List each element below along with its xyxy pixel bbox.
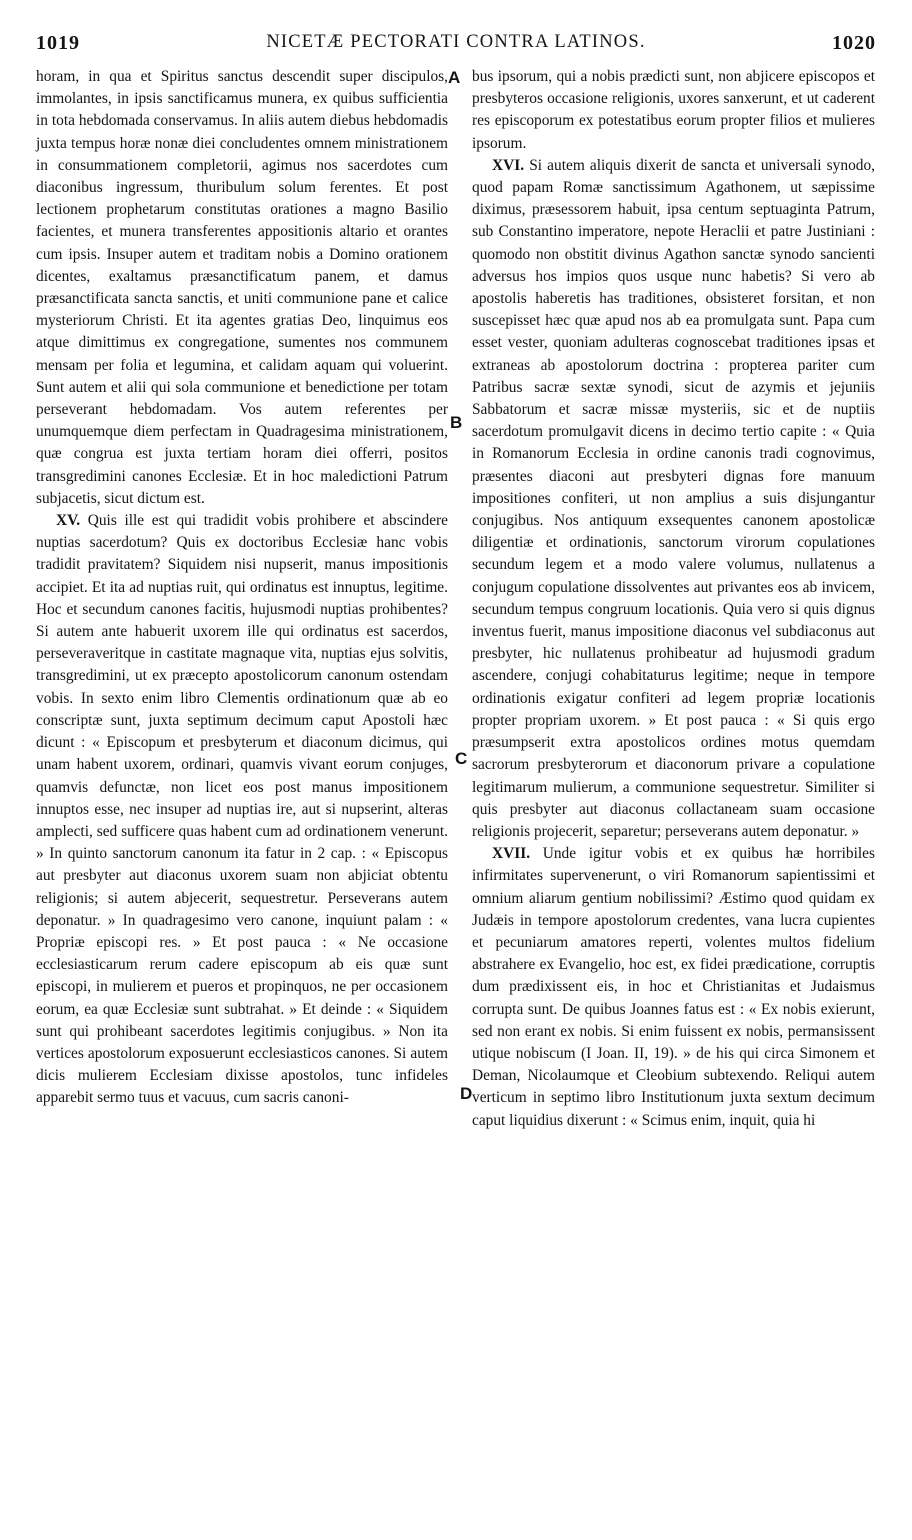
margin-letter-d: D <box>460 1084 473 1103</box>
section-xvi <box>472 155 875 843</box>
paragraph: horam, in qua et Spiritus sanctus descendit super discipulos, immolantes, in ipsis sanctificamus munera, ex quibus sufficientia in tota hebdomada conservamus. In aliis autem diebus hebdomadis juxta tempus horæ nonæ diei concludentes omnem ministrationem in consummationem completorii, agimus nos sacerdotes cum diaconibus ingressum, thuribulum solum ferentes. Et post lectionem prophetarum constitutas orationes a magno Basilio facientes, et munera transferentes appositionis altario et orantes cum ipsis. Insuper autem et traditam nobis a Domino orationem dicentes, exaltamus præsanctificatum panem, et damus præsanctificata sancta sanctis, et uniti communione pane et calice mysteriorum Christi. Et ita agentes gratias Deo, linquimus eos atque dimittimus ex congregatione, sumentes nos communem mensam per folia et legumina, et calidam aquam qui voluerint. Sunt autem et alii qui sola communione et benedictione per totam perseverant hebdomadam. Vos autem referentes per unumquemque diem perfectam in Quadragesima ministrationem, quæ congrua est juxta tertiam horam diei offerri, positos transgredimini canones Ecclesiæ. Et in hoc maledictioni Patrum subjacetis, sicut dictum est. <box>36 68 448 507</box>
paragraph: bus ipsorum, qui a nobis prædicti sunt, non abjicere episcopos et presbyteros occasione religionis, uxores sanxerunt, et ut caderent res episcoporum ex potestatibus eorum propter filios et mulieres ipsorum. <box>472 68 875 152</box>
right-page-number: 1020 <box>832 32 876 54</box>
left-column <box>36 66 448 1110</box>
section-number: XVII. <box>492 845 531 863</box>
margin-letter-a: A <box>448 68 461 87</box>
page-header <box>36 18 876 58</box>
section-number: XV. <box>56 512 81 530</box>
section-text: Si autem aliquis dixerit de sancta et universali synodo, quod papam Romæ sanctissimum Agathonem, ut sæpissime diximus, præsessorem habuit, ipsa centum septuaginta Patrum, sub Constantino imperatore, nepote Heraclii et patre Justiniani : quomodo non obstitit divinus Agathon sanctæ synodo sancienti adversus hos impios quos usque nunc habetis? Si vero ab apostolis haberetis has traditiones, obsisteret forsitan, et non suscepisset hæc quæ apud nos ab ea promulgata sunt. Papa cum esset vester, quoniam adulteras cognoscebat traditiones ipsas et extraneas ab apostolorum doctrina : propterea pariter cum Patribus sacræ sextæ synodi, sicut de azymis et jejuniis Sabbatorum et sacræ missæ mysteriis, sic et de nuptiis sacerdotum promulgavit dicens in decimo tertio capite : « Quia in Romanorum Ecclesia in ordine canonis tradi cognovimus, præsentes diaconi aut presbyteri dignas fore manuum impositiones confiteri, ut non amplius a suis disjungantur conjugibus. Nos antiquum exsequentes canonem apostolicæ diligentiæ et ordinationis, sanctorum virorum copulationes secundum legem et a modo valere volumus, nullatenus a conjugum copulatione dissolventes aut privantes eos ab invicem, secundum tempus congruum locationis. Quia vero si quis dignus inventus fuerit, manus impositione diaconus vel subdiaconus aut presbyter, hic nullatenus prohibeatur ad hujusmodi gradum ascendere, conjugi cohabitaturus legitime; neque in tempore ordinationis exigatur confiteri ad legem propriæ locationis propter propriam uxorem. » Et post pauca : « Si quis ergo præsumpserit extra apostolicos ordines motus quemdam sacrorum presbyterorum et diaconorum privare a copulatione legitimarum mulierum, a communione sequestretur. Similiter si quis presbyter aut diaconus collactaneam suam occasione religionis projecerit, separetur; perseverans autem deponatur. » <box>472 156 875 840</box>
section-number: XVI. <box>492 156 525 174</box>
left-page-number: 1019 <box>36 32 80 54</box>
section-xv <box>36 510 448 1109</box>
section-text: Unde igitur vobis et ex quibus hæ horribiles infirmitates supervenerunt, o viri Romanorum sapientissimi et omnium aliarum gentium nobilissimi? Æstimo quod quidam ex Judæis in tempore apostolorum credentes, vana lucra cupientes et pecuniarum amatores reperti, volentes multos fidelium abstrahere ex Evangelio, hoc est, ex fidei prædicatione, corruptis dum prædixissent eis, in hoc et Christianitas et Judaismus corrupta sunt. De quibus Joannes fatus est : « Ex nobis exierunt, sed non erant ex nobis. Si enim fuissent ex nobis, permansissent utique nobiscum (I Joan. II, 19). » de his qui circa Simonem et Deman, Nicolaumque et Cleobium subtexendo. Reliqui autem verticum in septimo libro Institutionum juxta sextum decimum caput liquidius dixerunt : « Scimus enim, inquit, quia hi <box>472 845 875 1129</box>
section-xvii <box>472 843 875 1132</box>
right-column <box>472 66 875 1132</box>
running-title: NICETÆ PECTORATI CONTRA LATINOS. <box>266 32 646 52</box>
margin-letter-b: B <box>450 413 463 432</box>
section-text: Quis ille est qui tradidit vobis prohibere et abscindere nuptias sacerdotum? Quis ex doctoribus Ecclesiæ hanc vobis tradidit pravitatem? Siquidem nisi nupserit, manus impositionis accipiet. Et ita ad nuptias ruit, qui ordinatus est innuptus, legitime. Hoc et secundum canones facitis, hujusmodi nuptias prohibentes? Si autem ante habuerit uxorem ille qui ordinatus est sacerdos, perseveraveritque in castitate magnaque vita, nuptias ejus solvitis, transgredimini, ut ex præcepto apostolicorum canonum ostendam vobis. In sexto enim libro Clementis ordinationum quæ ab eo conscriptæ sunt, juxta septimum decimum caput Apostoli hæc dicunt : « Episcopum et presbyterum et diaconum dicimus, qui unam habent uxorem, ordinari, quamvis vivant eorum conjuges, quamvis defunctæ, non licet eos post manus impositionem innuptos esse, nec insuper ad nuptias ire, aut si nupserint, alteras amplecti, sed sufficere quas habent cum ad ordinationem venerunt. » In quinto sanctorum canonum ita fatur in 2 cap. : « Episcopus aut presbyter aut diaconus uxorem suam non abjiciat obtentu religionis; si autem abjecerit, sequestretur. Perseverans autem deponatur. » In quadragesimo vero canone, inquiunt palam : « Propriæ episcopi res. » Et post pauca : « Ne occasione ecclesiasticarum rerum cadere episcopum ab eis quæ sunt episcopi, in mulierem et pueros et propinquos, ne per occasionem eorum, ea quæ Ecclesiæ sunt subtrahat. » Et deinde : « Siquidem sunt qui prohibeant sacerdotes legitimis conjugibus. » Non ita vertices apostolorum exposuerunt ecclesiasticos canones. Si autem dicis mulierem Ecclesiam dixisse apostolos, tunc infideles apparebit sermo tuus et vacuus, cum sacris canoni- <box>36 512 448 1107</box>
margin-letter-c: C <box>455 749 468 768</box>
